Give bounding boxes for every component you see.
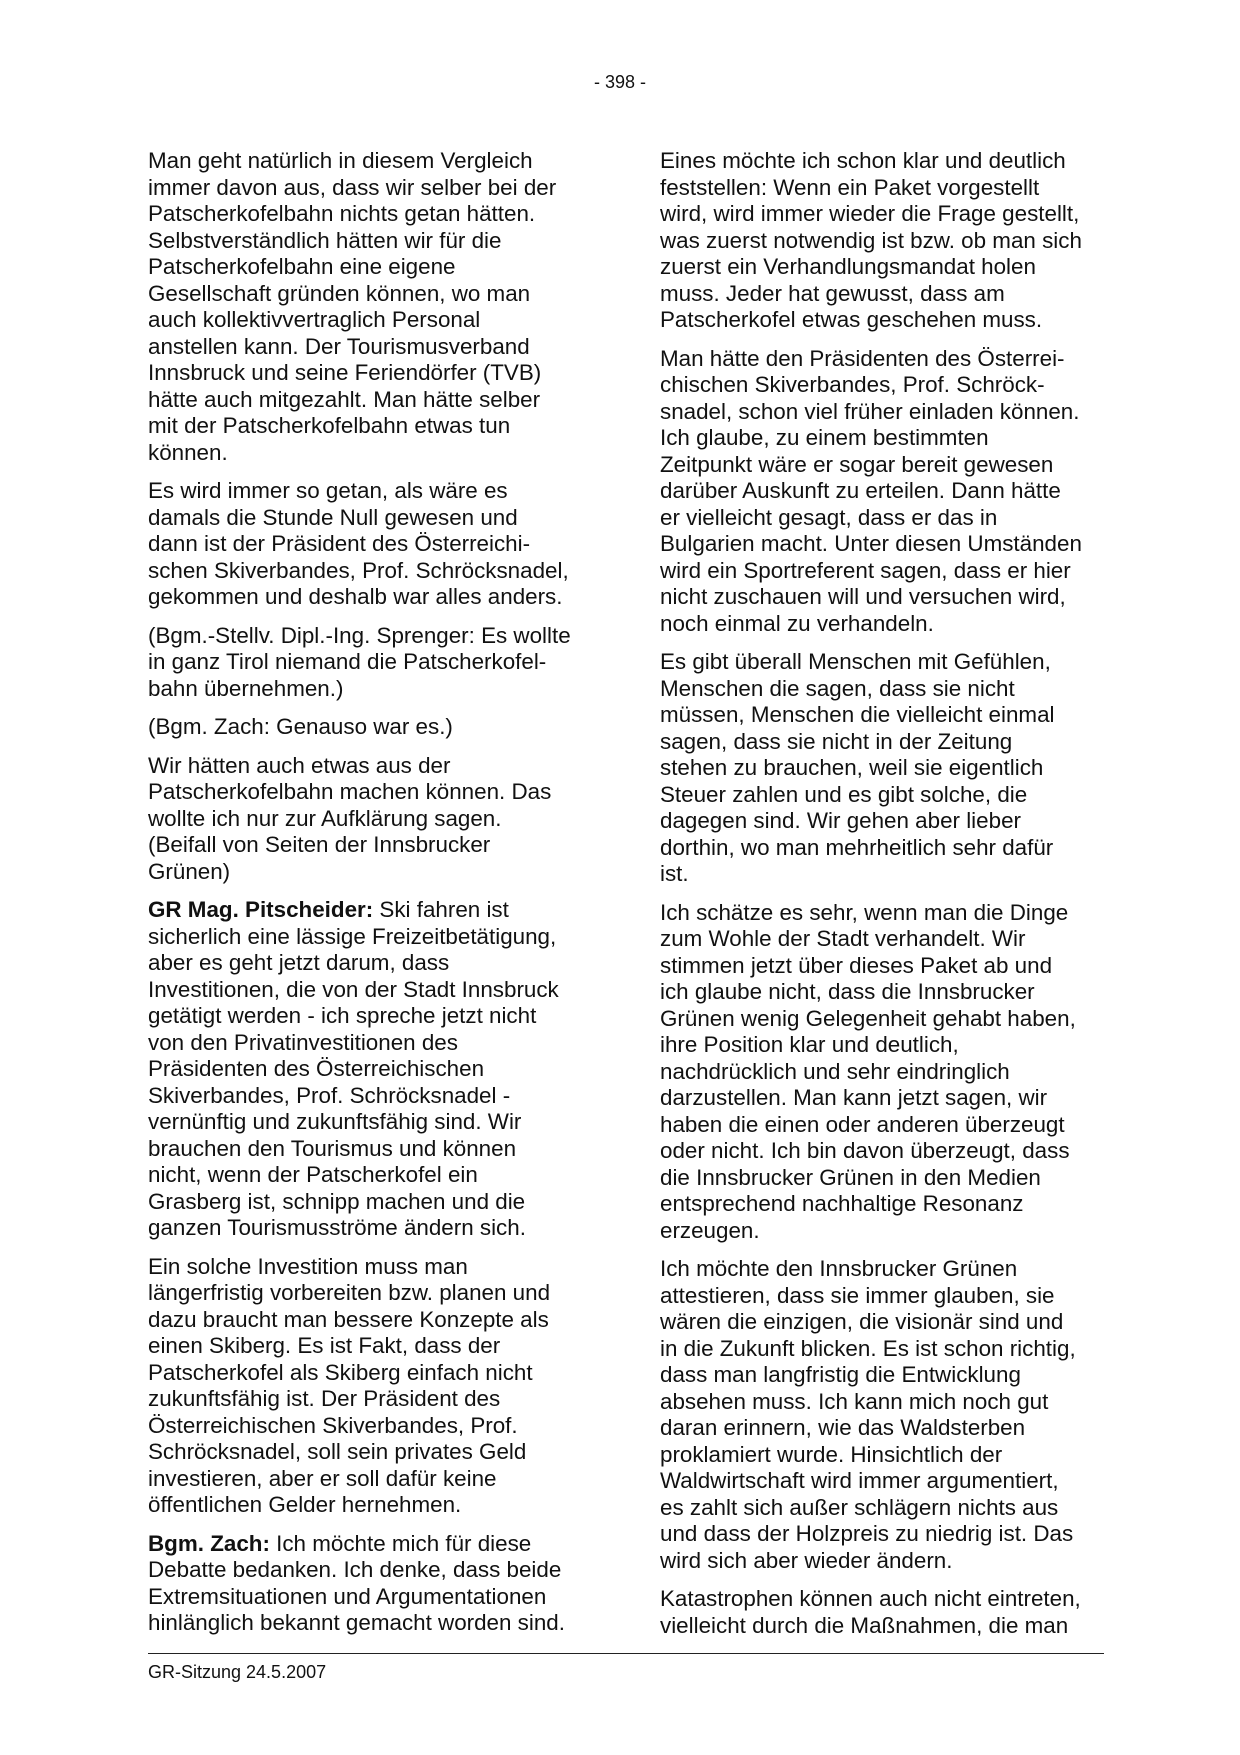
speaker-name: GR Mag. Pitscheider: bbox=[148, 897, 374, 922]
interjection-paragraph: (Bgm. Zach: Genauso war es.) bbox=[148, 714, 453, 739]
page-number: - 398 - bbox=[593, 72, 647, 92]
speech-paragraph bbox=[148, 897, 588, 1242]
speech-paragraph bbox=[148, 1531, 588, 1637]
paragraph: Eines möchte ich schon klar und deutlich feststellen: Wenn ein Paket vorgestellt wird, wird immer wieder die Frage gestellt, was zuerst notwendig ist bzw. ob man sich zuerst ein Verhandlungsmandat holen muss. Jeder hat gewusst, dass am Patscherkofel etwas geschehen muss. bbox=[660, 148, 1082, 332]
footer-divider bbox=[148, 1653, 1104, 1654]
paragraph: Es gibt überall Menschen mit Gefühlen, Menschen die sagen, dass sie nicht müssen, Menschen die vielleicht einmal sagen, dass sie nicht in der Zeitung stehen zu brauchen, weil sie eigentlich Steuer zahlen und es gibt solche, die dagegen sind. Wir gehen aber lieber dorthin, wo man mehrheitlich sehr dafür ist. bbox=[660, 649, 1055, 886]
interjection-paragraph: (Bgm.-Stellv. Dipl.-Ing. Sprenger: Es wollte in ganz Tirol niemand die Patscherkofel- bahn übernehmen.) bbox=[148, 622, 571, 701]
right-column bbox=[660, 148, 1100, 1651]
speaker-name: Bgm. Zach: bbox=[148, 1530, 270, 1556]
paragraph: Ich möchte den Innsbrucker Grünen attestieren, dass sie immer glauben, sie wären die einzigen, die visionär sind und in die Zukunft blicken. Es ist schon richtig, dass man langfristig die Entwicklung absehen muss. Ich kann mich noch gut daran erinnern, wie das Waldsterben proklamiert wurde. Hinsichtlich der Waldwirtschaft wird immer argumentiert, es zahlt sich außer schlägern nichts aus und dass der Holzpreis zu niedrig ist. Das wird sich aber wieder ändern. bbox=[660, 1256, 1076, 1573]
paragraph: Ich schätze es sehr, wenn man die Dinge zum Wohle der Stadt verhandelt. Wir stimmen jetzt über dieses Paket ab und ich glaube nicht, dass die Innsbrucker Grünen wenig Gelegenheit gehabt haben, ihre Position klar und deutlich, nachdrücklich und sehr eindringlich darzustellen. Man kann jetzt sagen, wir haben die einen oder anderen überzeugt oder nicht. Ich bin davon überzeugt, dass die Innsbrucker Grünen in den Medien entsprechend nachhaltige Resonanz erzeugen. bbox=[660, 899, 1076, 1243]
speech-text: Ski fahren ist sicherlich eine lässige Freizeitbetätigung, aber es geht jetzt darum, dass Investitionen, die von der Stadt Innsbruck getätigt werden - ich spreche jetzt nicht von den Privatinvestitionen des Präsidenten des Österreichischen Skiverbandes, Prof. Schröcksnadel - vernünftig und zukunftsfähig sind. Wir brauchen den Tourismus und können nicht, wenn der Patscherkofel ein Grasberg ist, schnipp machen und die ganzen Tourismusströme ändern sich. bbox=[148, 897, 559, 1240]
paragraph: Ein solche Investition muss man längerfristig vorbereiten bzw. planen und dazu braucht man bessere Konzepte als einen Skiberg. Es ist Fakt, dass der Patscherkofel als Skiberg einfach nicht zukunftsfähig ist. Der Präsident des Österreichischen Skiverbandes, Prof. Schröcksnadel, soll sein privates Geld investieren, aber er soll dafür keine öffentlichen Gelder hernehmen. bbox=[148, 1253, 551, 1517]
left-column bbox=[148, 148, 588, 1649]
paragraph: Wir hätten auch etwas aus der Patscherkofelbahn machen können. Das wollte ich nur zur Aufklärung sagen. (Beifall von Seiten der Innsbrucker Grünen) bbox=[148, 752, 552, 884]
paragraph: Katastrophen können auch nicht eintreten, vielleicht durch die Maßnahmen, die man bbox=[660, 1586, 1081, 1638]
speech-text: Ich möchte mich für diese Debatte bedanken. Ich denke, dass beide Extremsituationen und Argumentationen hinlänglich bekannt gemacht worden sind. bbox=[148, 1530, 565, 1635]
paragraph: Man hätte den Präsidenten des Österrei- chischen Skiverbandes, Prof. Schröck- snadel, schon viel früher einladen können. Ich glaube, zu einem bestimmten Zeitpunkt wäre er sogar bereit gewesen darüber Auskunft zu erteilen. Dann hätte er vielleicht gesagt, dass er das in Bulgarien macht. Unter diesen Umständen wird ein Sportreferent sagen, dass er hier nicht zuschauen will und versuchen wird, noch einmal zu verhandeln. bbox=[660, 345, 1082, 636]
paragraph: Es wird immer so getan, als wäre es damals die Stunde Null gewesen und dann ist der Präsident des Österreichi- schen Skiverbandes, Prof. Schröcksnadel, gekommen und deshalb war alles anders. bbox=[148, 478, 569, 609]
paragraph: Man geht natürlich in diesem Vergleich immer davon aus, dass wir selber bei der Patscherkofelbahn nichts getan hätten. Selbstverständlich hätten wir für die Patscherkofelbahn eine eigene Gesellschaft gründen können, wo man auch kollektivvertraglich Personal anstellen kann. Der Tourismusverband Innsbruck und seine Feriendörfer (TVB) hätte auch mitgezahlt. Man hätte selber mit der Patscherkofelbahn etwas tun können. bbox=[148, 148, 557, 465]
footer-text: GR-Sitzung 24.5.2007 bbox=[148, 1662, 327, 1682]
